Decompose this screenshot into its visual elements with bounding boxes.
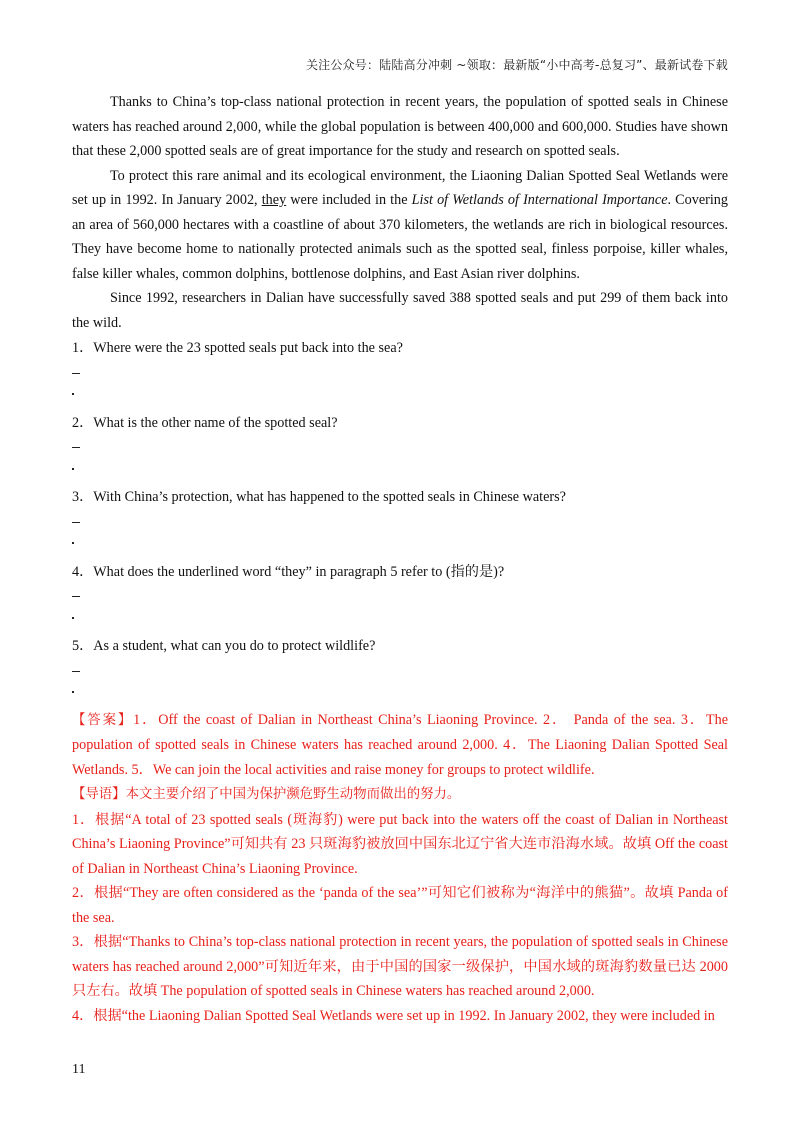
page-header: 关注公众号：陆陆高分冲刺 ~领取：最新版“小中高考-总复习”、最新试卷下载	[305, 58, 728, 72]
answer-text: 1．Off the coast of Dalian in Northeast China’s Liaoning Province. 2． Panda of the sea. 3．The population of spotted seals in Chinese waters has reached around 2,000. 4．The Liaoning Dalian Spotted Seal Wetlands. 5．We can join the local activities and raise money for groups to protect wildlife.	[72, 711, 728, 778]
explanation-1: 1．根据“A total of 23 spotted seals (斑海豹) were put back into the waters off the coast of Dalian in Northeast China’s Liaoning Province”可知共有 23 只斑海豹被放回中国东北辽宁省大连市沿海水域。故填 Off the coast of Dalian in Northeast China’s Liaoning Province.	[72, 811, 728, 877]
answer-blank-end	[72, 534, 728, 559]
answer-blank-end	[72, 609, 728, 634]
answer-blank[interactable]	[72, 584, 728, 609]
explanation-2: 2．根据“They are often considered as the ‘panda of the sea’”可知它们被称为“海洋中的熊猫”。故填 Panda of the sea.	[72, 885, 728, 926]
paragraph-1: Thanks to China’s top-class national protection in recent years, the population of spotted seals in Chinese waters has reached around 2,000, while the global population is between 400,000 and 600,000. Studies have shown that these 2,000 spotted seals are of great importance for the study and research on spotted seals.	[72, 94, 728, 159]
answer-blank[interactable]	[72, 435, 728, 460]
paragraph-3: Since 1992, researchers in Dalian have successfully saved 388 spotted seals and put 299 of them back into the wild.	[72, 290, 728, 331]
paragraph-2	[72, 164, 728, 287]
answer-blank-end	[72, 385, 728, 410]
explanation-3: 3．根据“Thanks to China’s top-class national protection in recent years, the population of spotted seals in Chinese waters has reached around 2,000”可知近年来，由于中国的国家一级保护，中国水域的斑海豹数量已达 2000 只左右。故填 The population of spotted seals in Chinese waters has reached around 2,000.	[72, 934, 728, 999]
page-number: 11	[72, 1062, 86, 1077]
paragraph-2-part-b: were included in the	[286, 192, 412, 208]
explanation-4: 4．根据“the Liaoning Dalian Spotted Seal Wetlands were set up in 1992. In January 2002, they were included in	[72, 1007, 715, 1024]
answer-blank-end	[72, 683, 728, 708]
underlined-they: they	[261, 192, 287, 208]
question-2: 2．What is the other name of the spotted seal?	[72, 414, 338, 431]
question-1: 1．Where were the 23 spotted seals put back into the sea?	[72, 340, 403, 356]
paragraph-2-part-c: . Covering an area of 560,000 hectares with a coastline of about 370 kilometers, the wetlands are rich in biological resources. They have become home to nationally protected animals such as the spotted seal, finless porpoise, killer whales, false killer whales, common dolphins, bottlenose dolphins, and East Asian river dolphins.	[72, 192, 728, 282]
wetlands-list-title: List of Wetlands of International Importance	[411, 192, 668, 208]
answer-blank[interactable]	[72, 361, 728, 386]
guide	[72, 782, 728, 808]
answer-blank[interactable]	[72, 659, 728, 684]
paragraph-2-part-a: To protect this rare animal and its ecological environment, the Liaoning Dalian Spotted Seal Wetlands were set up in 1992. In January 2002,	[72, 167, 728, 208]
page-content	[72, 90, 728, 1028]
question-5: 5．As a student, what can you do to protect wildlife?	[72, 638, 376, 654]
answer-label: 【答案】	[72, 712, 134, 728]
guide-label: 【导语】	[72, 787, 126, 802]
question-3: 3．With China’s protection, what has happened to the spotted seals in Chinese waters?	[72, 489, 566, 505]
answer-blank[interactable]	[72, 510, 728, 535]
guide-text: 本文主要介绍了中国为保护濒危野生动物而做出的努力。	[125, 787, 461, 802]
answer-key	[72, 708, 728, 783]
answer-blank-end	[72, 460, 728, 485]
question-4: 4．What does the underlined word “they” in paragraph 5 refer to (指的是)?	[72, 563, 505, 580]
